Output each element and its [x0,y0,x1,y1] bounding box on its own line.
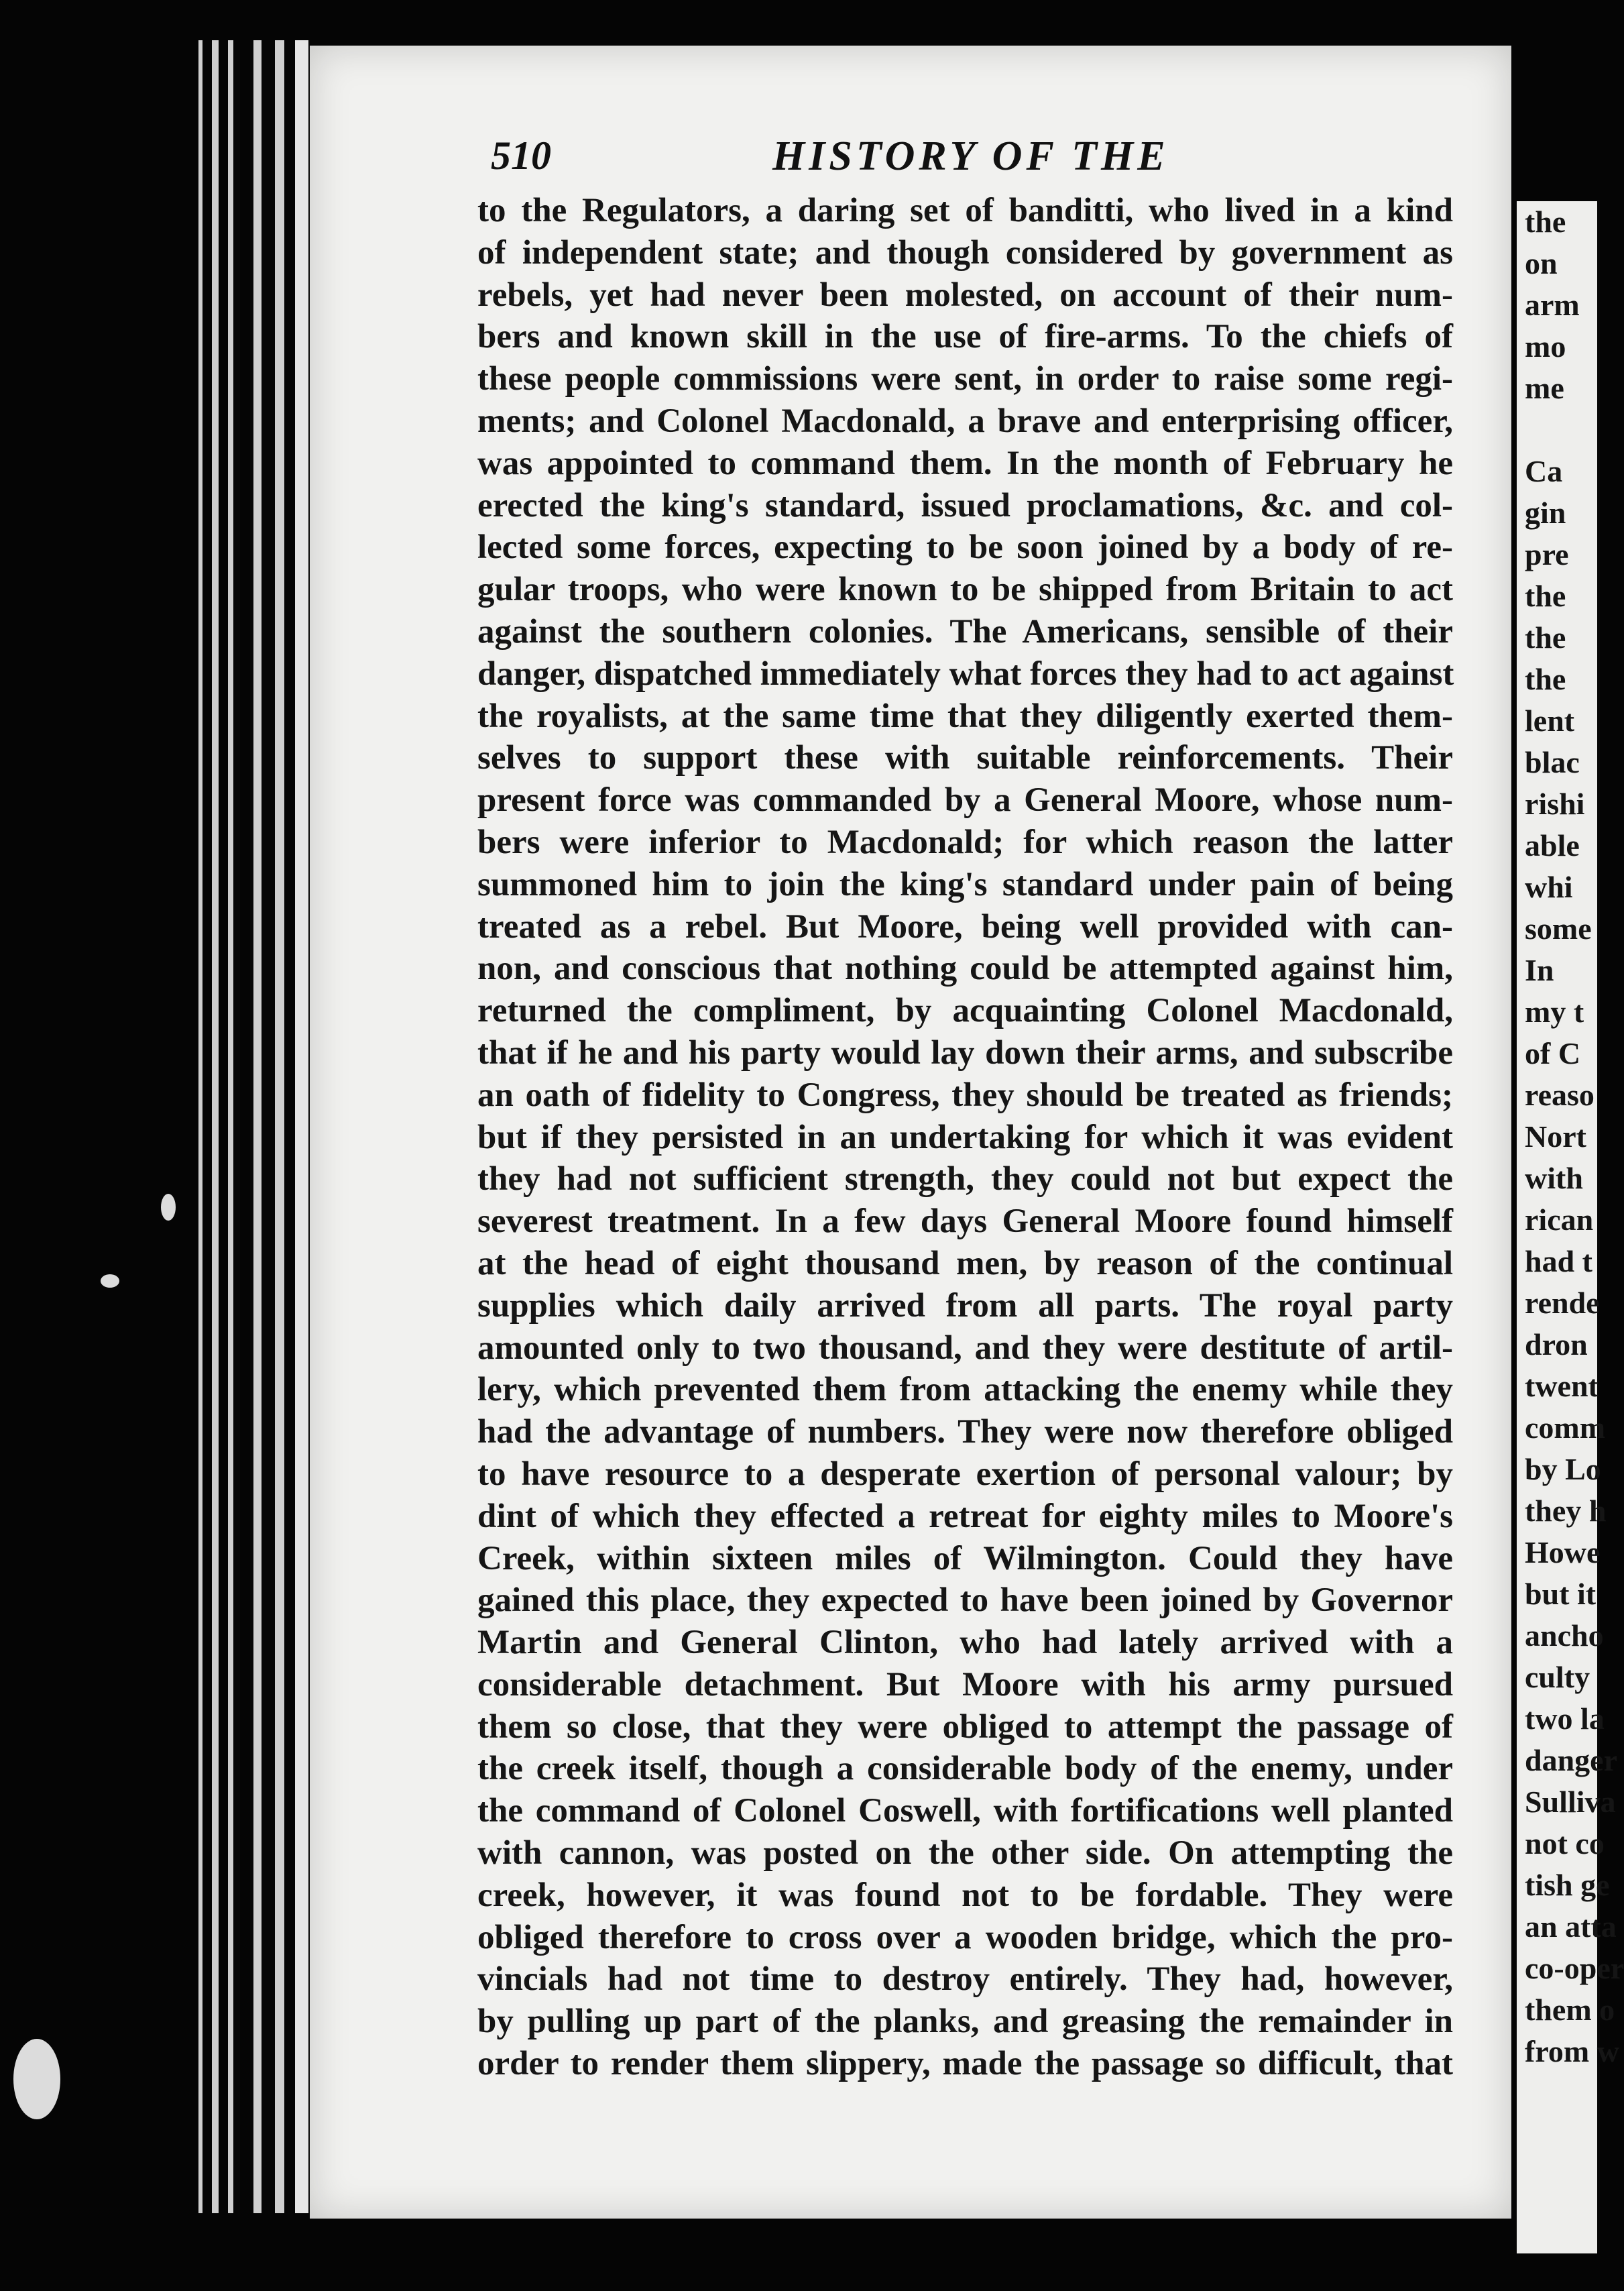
facing-text-fragment: with [1525,1161,1583,1195]
facing-text-fragment: the [1525,205,1566,239]
facing-text-fragment: culty [1525,1660,1590,1694]
binding-edge [198,40,202,2213]
text-line: the creek itself, though a considerable body of the enemy, under [477,1750,1453,1788]
facing-text-fragment: lent [1525,704,1575,738]
facing-text-fragment: co-oper [1525,1951,1624,1985]
facing-text-fragment: rishi [1525,787,1585,821]
text-line: erected the king's standard, issued proclamations, &c. and col- [477,486,1453,524]
facing-text-fragment: two la [1525,1701,1605,1736]
facing-text-fragment: Howe [1525,1535,1601,1569]
binding-edge [253,40,262,2213]
text-line: gular troops, who were known to be shipped from Britain to act [477,571,1453,609]
facing-text-fragment: not co [1525,1826,1605,1860]
text-line: against the southern colonies. The Americans, sensible of their [477,612,1453,651]
text-line: gained this place, they expected to have been joined by Governor [477,1581,1453,1620]
text-line: creek, however, it was found not to be fordable. They were [477,1876,1453,1914]
facing-text-fragment: of C [1525,1036,1581,1070]
running-head: HISTORY OF THE [772,133,1169,179]
facing-text-fragment: comm [1525,1410,1606,1445]
facing-text-fragment: had t [1525,1244,1592,1278]
facing-text-fragment: arm [1525,288,1580,322]
text-line: to have resource to a desperate exertion of personal valour; by [477,1455,1453,1493]
text-line: an oath of fidelity to Congress, they should be treated as friends; [477,1076,1453,1114]
facing-text-fragment: able [1525,828,1580,862]
text-line: of independent state; and though considered by government as [477,233,1453,272]
facing-text-fragment: them o [1525,1993,1615,2027]
body-text [477,190,1453,2085]
facing-text-fragment [1517,409,1597,451]
text-line: treated as a rebel. But Moore, being well provided with can- [477,907,1453,946]
binding-edge [295,40,308,2213]
facing-text-fragment: Ca [1525,454,1563,488]
facing-text-fragment: twent [1525,1369,1599,1403]
text-line: dint of which they effected a retreat for eighty miles to Moore's [477,1497,1453,1535]
facing-text-fragment: ancho [1525,1618,1604,1653]
text-line: the royalists, at the same time that they diligently exerted them- [477,697,1453,735]
text-line: lected some forces, expecting to be soon joined by a body of re- [477,528,1453,567]
facing-text-fragment: by Lo [1525,1452,1601,1486]
text-line: by pulling up part of the planks, and greasing the remainder in [477,2003,1453,2041]
text-line: ments; and Colonel Macdonald, a brave and enterprising officer, [477,402,1453,440]
text-line: these people commissions were sent, in order to raise some regi- [477,360,1453,398]
facing-text-fragment: mo [1525,329,1566,364]
text-line: them so close, that they were obliged to attempt the passage of [477,1708,1453,1746]
facing-text-fragment: an atta [1525,1909,1617,1944]
text-line: returned the compliment, by acquainting Colonel Macdonald, [477,992,1453,1030]
text-line: Creek, within sixteen miles of Wilmington. Could they have [477,1539,1453,1577]
facing-text-fragment: In [1525,953,1554,987]
scan-speck [161,1194,176,1221]
text-line: amounted only to two thousand, and they were destitute of artil- [477,1329,1453,1367]
text-line: that if he and his party would lay down their arms, and subscribe [477,1033,1453,1072]
facing-text-fragment: the [1525,579,1566,613]
text-line: lery, which prevented them from attacking the enemy while they [477,1371,1453,1409]
text-line: selves to support these with suitable reinforcements. Their [477,739,1453,777]
facing-text-fragment: whi [1525,870,1573,904]
text-line: order to render them slippery, made the passage so difficult, that [477,2045,1453,2083]
facing-text-fragment: from w [1525,2034,1619,2068]
scan-speck [13,2039,60,2119]
text-line: considerable detachment. But Moore with his army pursued [477,1665,1453,1703]
facing-text-fragment: some [1525,911,1592,946]
facing-text-fragment: gin [1525,496,1566,530]
text-line: at the head of eight thousand men, by reason of the continual [477,1244,1453,1282]
text-line: summoned him to join the king's standard under pain of being [477,865,1453,903]
facing-text-fragment: the [1525,662,1566,696]
facing-text-fragment: on [1525,246,1558,280]
facing-text-fragment: pre [1525,537,1569,571]
text-line: danger, dispatched immediately what forces they had to act against [477,655,1454,693]
book-page [310,46,1511,2219]
text-line: to the Regulators, a daring set of banditti, who lived in a kind [477,192,1453,229]
text-line: but if they persisted in an undertaking for which it was evident [477,1118,1453,1156]
text-line: Martin and General Clinton, who had lately arrived with a [477,1624,1453,1662]
text-line: had the advantage of numbers. They were now therefore obliged [477,1413,1453,1451]
facing-text-fragment: they h [1525,1494,1607,1528]
facing-text-fragment: blac [1525,745,1580,779]
text-line: they had not sufficient strength, they could not but expect the [477,1160,1453,1198]
text-line: present force was commanded by a General Moore, whose num- [477,781,1453,820]
facing-text-fragment: rican [1525,1203,1594,1237]
text-line: was appointed to command them. In the month of February he [477,444,1453,482]
facing-text-fragment: Sulliva [1525,1785,1616,1819]
facing-text-fragment: dron [1525,1327,1588,1361]
facing-text-fragment: danger [1525,1743,1617,1777]
text-line: bers were inferior to Macdonald; for which reason the latter [477,823,1453,861]
text-line: bers and known skill in the use of fire-arms. To the chiefs of [477,318,1453,356]
facing-text-fragment: tish ge [1525,1868,1610,1902]
page-header [491,133,1470,193]
text-line: obliged therefore to cross over a wooden bridge, which the pro- [477,1918,1453,1956]
text-line: supplies which daily arrived from all parts. The royal party [477,1286,1453,1325]
facing-text-fragment: me [1525,371,1564,405]
page-number: 510 [491,133,551,178]
binding-edge [228,40,233,2213]
facing-text-fragment: rende [1525,1286,1600,1320]
facing-text-fragment: my t [1525,995,1584,1029]
text-line: vincials had not time to destroy entirely. They had, however, [477,1960,1453,1999]
text-line: rebels, yet had never been molested, on account of their num- [477,276,1453,314]
text-line: the command of Colonel Coswell, with fortifications well planted [477,1792,1453,1830]
facing-text-fragment: Nort [1525,1119,1586,1154]
scan-speck [101,1274,119,1288]
facing-text-fragment: the [1525,620,1566,655]
binding-edge [212,40,219,2213]
facing-text-fragment: but it [1525,1577,1597,1611]
text-line: severest treatment. In a few days General Moore found himself [477,1203,1453,1241]
binding-edge [275,40,284,2213]
text-line: with cannon, was posted on the other side. On attempting the [477,1834,1453,1873]
facing-text-fragment: reaso [1525,1078,1594,1112]
text-line: non, and conscious that nothing could be attempted against him, [477,950,1453,988]
facing-page-edge [1517,201,1624,2253]
